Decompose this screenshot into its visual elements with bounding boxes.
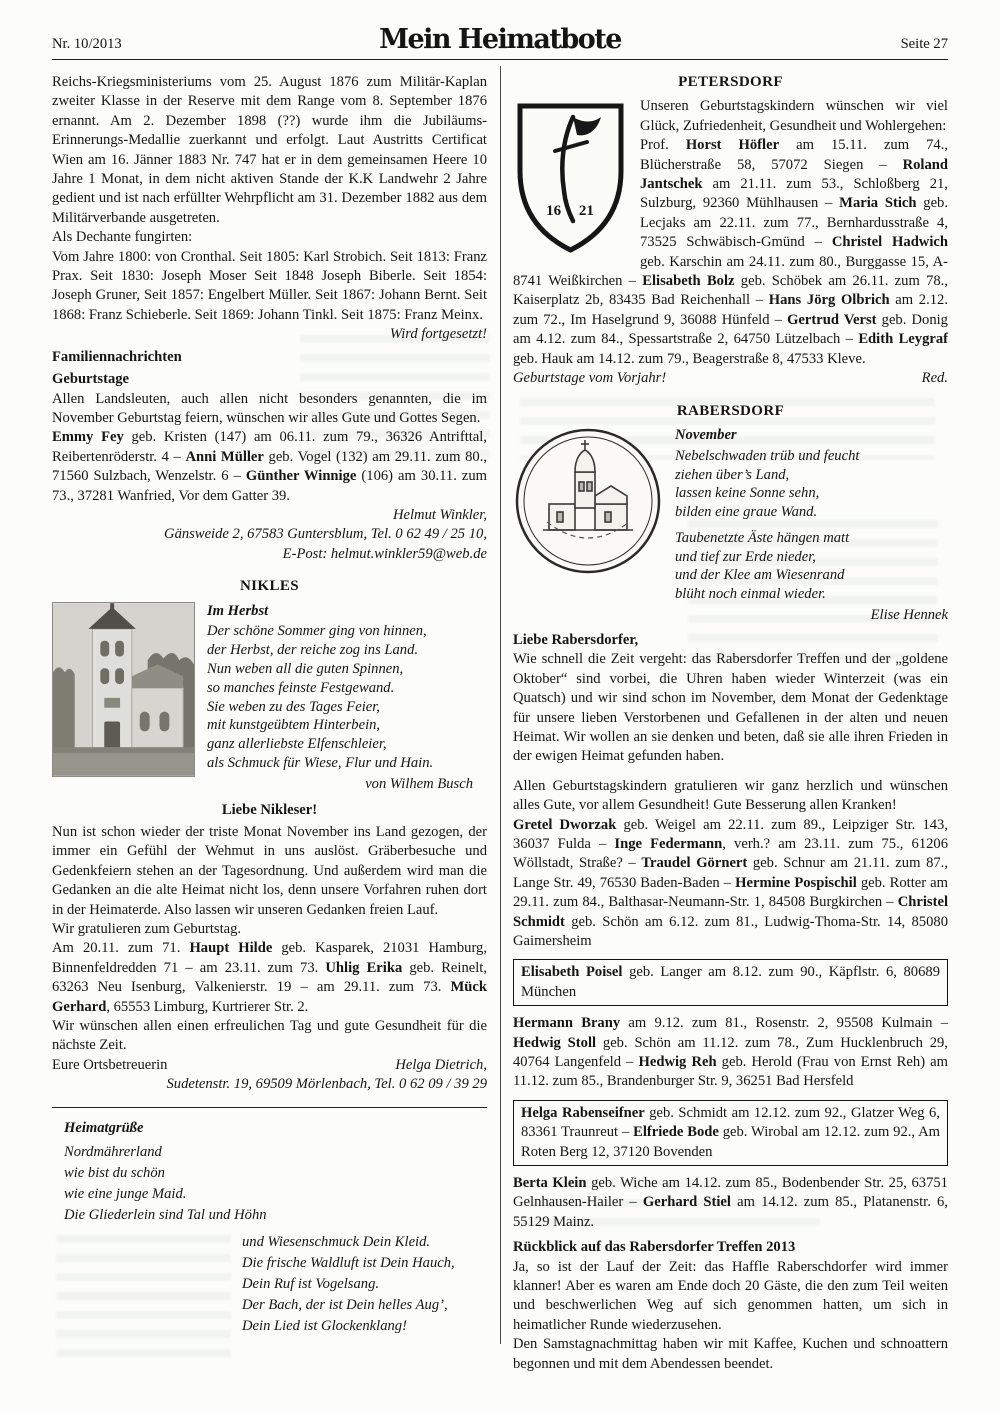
rabersdorf-salute: Liebe Rabersdorfer,	[513, 631, 639, 648]
dechante-intro-line: Als Dechante fungirten:	[52, 229, 193, 246]
rabersdorf-birthday-intro: Allen Geburtstagskindern gratulieren wir ganz herzlich und wünschen alles Gute, vor allem Gesundheit! Gute Besserung allen Kranken!	[513, 777, 948, 814]
petersdorf-section	[513, 97, 948, 369]
ortsbetreuerin-label: Eure Ortsbetreuerin	[52, 1056, 168, 1073]
heimatgruesse-stanza2: und Wiesenschmuck Dein Kleid. Die frische Waldluft ist Dein Hauch, Dein Ruf ist Vogelsang. Der Bach, der ist Dein helles Aug’, Dein Lied ist Glockenklang!	[242, 1233, 455, 1334]
november-poem-author: Elise Hennek	[870, 607, 948, 624]
left-column	[52, 73, 487, 1374]
rabersdorf-birthday-list-2: Hermann Brany am 9.12. zum 81., Rosenstr. 2, 95508 Kulmain – Hedwig Stoll geb. Schön am 11.12. zum 78., Zum Hucklenbruch 29, 40764 Langenfeld – Hedwig Reh geb. Herold (Frau von Ernst Reh) am 11.12. zum 85., Brandenburger Str. 9, 36251 Bad Hersfeld	[513, 1015, 949, 1090]
redaktion-signature: Red.	[921, 370, 948, 387]
rabersdorf-paragraph: Wie schnell die Zeit vergeht: das Rabersdorfer Treffen und der „goldene Oktober“ sind vorbei, die Uhren haben wieder Winterzeit (was ein Quatsch) und wir sind schon im November, dem Monat der Gedenktage für unsere lieben Verstorbenen und Gefallenen in der alten und neuen Heimat. Wir wollen an sie denken und beten, daß sie alle ihren Frieden in der ewigen Heimat gefunden haben.	[513, 651, 948, 765]
rabersdorf-seal-poem-row	[513, 426, 948, 625]
rabersdorf-birthday-list-3: Berta Klein geb. Wiche am 14.12. zum 85., Bodenbender Str. 25, 63751 Gelnhausen-Hailer – Gerhard Stiel am 14.12. zum 85., Platanenstr. 6, 55129 Mainz.	[513, 1175, 949, 1230]
nikles-paragraph: Nun ist schon wieder der triste Monat November ins Land gezogen, der immer ein Gefühl der Wehmut in uns auslöst. Gräberbesuche und Gedenkfeiern stehen an der Tagesordnung. Und außerdem wird man die Gedanken an die alte Heimat nicht los, denn unsere Vorfahren ruhen dort in der Heimaterde. Also lassen wir unseren Gedanken freien Lauf.	[52, 823, 487, 918]
november-poem-stanza1: Nebelschwaden trüb und feucht ziehen über’s Land, lassen keine Sonne sehn, bilden eine graue Wand.	[675, 447, 860, 521]
page-header	[52, 26, 948, 60]
nikles-gratulation-line: Wir gratulieren zum Geburtstag.	[52, 920, 242, 937]
heimatgruesse-title: Heimatgrüße	[64, 1119, 144, 1136]
rabersdorf-heading: RABERSDORF	[676, 402, 785, 419]
ortsbetreuerin-name: Helga Dietrich,	[395, 1056, 487, 1073]
nikles-geburtstage-list: Am 20.11. zum 71. Haupt Hilde geb. Kasparek, 21031 Hamburg, Binnenfeldredden 71 – am 23.11. zum 73. Uhlig Erika geb. Reinelt, 63263 Neu Isenburg, Valkenierstr. 19 – am 29.11. zum 73. Mück Gerhard, 65553 Limburg, Kurtrierer Str. 2.	[52, 940, 487, 1015]
nikles-wishes: Wir wünschen allen einen erfreulichen Tag und gute Gesundheit für die nächste Zeit.	[52, 1018, 487, 1054]
geburtstage-intro: Allen Landsleuten, auch allen nicht besonders genannten, die im November Geburtstag feiern, wünschen wir alles Gute und Gottes Segen.	[52, 390, 487, 426]
dechante-list-paragraph: Vom Jahre 1800: von Cronthal. Seit 1805: Karl Strobich. Seit 1813: Franz Prax. Seit 1830: Joseph Moser Seit 1848 Joseph Biberle. Seit 1854: Joseph Gruner, Seit 1857: Engelbert Müller. Seit 1867: Johann Bernt. Seit 1868: Franz Schieberle. Seit 1869: Johann Tinkl. Seit 1875: Franz Meinx.	[52, 248, 487, 323]
shield-year-label: 16 21	[546, 203, 594, 220]
rabersdorf-seal	[513, 426, 663, 576]
masthead-title: Mein Heimatbote	[379, 24, 621, 55]
rabersdorf-birthday-list-1: Gretel Dworzak geb. Weigel am 22.11. zum 89., Leipziger Str. 143, 36037 Fulda – Inge Federmann, verh.? am 23.11. zum 75., 61206 Wöllstadt, Straße? – Traudel Görnert geb. Schnur am 21.11. zum 87., Lange Str. 49, 76530 Baden-Baden – Hermine Pospischil geb. Rotter am 29.11. zum 84., Balthasar-Neumann-Str. 1, 84508 Burgkirchen – Christel Schmidt geb. Schön am 6.12. zum 81., Ludwig-Thoma-Str. 14, 85080 Gaimersheim	[513, 816, 949, 949]
right-column	[513, 73, 948, 1374]
highlight-box-rabenseifner-text: Helga Rabenseifner geb. Schmidt am 12.12. zum 92., Glatzer Weg 6, 83361 Traunreut – Elfriede Bode geb. Wirobal am 12.12. zum 92., Am Roten Berg 12, 37120 Bovenden	[521, 1104, 941, 1160]
petersdorf-birthday-list: Prof. Horst Höfler am 15.11. zum 74., Blücherstraße 58, 57072 Siegen – Roland Jantschek am 21.11. zum 53., Schloßberg 21, Sulzburg, 92360 Mühlhausen – Maria Stich geb. Lecjaks am 22.11. zum 77., Bernhardusstraße 4, 73525 Schwäbisch-Gmünd – Christel Hadwich geb. Karschin am 24.11. zum 80., Burggasse 15, A-8741 Weißkirchen – Elisabeth Bolz geb. Schöbek am 26.11. zum 78., Kaiserplatz 2b, 83435 Bad Reichenhall – Hans Jörg Olbrich am 2.12. zum 72., Im Haselgrund 9, 36088 Hünfeld – Gertrud Verst geb. Donig am 4.12. zum 84., Spessartstraße 2, 64750 Lützelbach – Edith Leygraf geb. Hauk am 14.12. zum 79., Beagerstraße 8, 47533 Kleve.	[513, 137, 949, 367]
rueckblick-heading: Rückblick auf das Rabersdorfer Treffen 2013	[513, 1239, 796, 1256]
continuation-note: Wird fortgesetzt!	[389, 326, 487, 343]
heimatgruesse-stanza1: Nordmährerland wie bist du schön wie eine junge Maid. Die Gliederlein sind Tal und Höhn	[64, 1143, 267, 1223]
ortsbetreuerin-address: Sudetenstr. 19, 69509 Mörlenbach, Tel. 0 62 09 / 39 29	[166, 1076, 487, 1093]
history-paragraph: Reichs-Kriegsministeriums vom 25. August 1876 zum Militär-Kaplan zweiter Klasse in der Reserve mit dem Range vom 8. September 1876 ernannt. Am 2. Dezember 1898 (??) wurde ihm die Jubiläums-Erinnerungs-Medallie zuerkannt und erfolgt. Laut Austritts Certificat Wien am 16. Jänner 1883 Nr. 747 hat er in dem gemeinsamen Heere 10 Jahre 1 Monat, in dem nicht aktiven Stande der K.K Landwehr 2 Jahre gedient und ist nach erfüllter Wehrpflicht am 31. Dezember 1882 aus dem Militärverbande ausgetreten.	[52, 74, 487, 226]
nikles-salute: Liebe Nikleser!	[221, 801, 318, 818]
two-column-body	[52, 60, 948, 1374]
highlight-box-rabenseifner	[513, 1100, 948, 1166]
heimatgruesse-poem	[52, 1118, 487, 1337]
page-number: Seite 27	[900, 35, 948, 52]
familiennachrichten-heading: Familiennachrichten	[52, 348, 182, 365]
section-divider	[52, 1107, 487, 1108]
herbst-poem-lines: Der schöne Sommer ging von hinnen, der Herbst, der reiche zog ins Land. Nun weben all die guten Spinnen, so manches feinste Festgewand. Sie weben zu des Tages Feier, mit kunstgeübtem Hinterbein, ganz allerliebste Elfenschleier, als Schmuck für Wiese, Flur und Hain.	[207, 623, 434, 771]
petersdorf-coat-of-arms	[513, 99, 628, 257]
november-poem	[675, 426, 948, 625]
november-poem-stanza2: Taubenetzte Äste hängen matt und tief zur Erde nieder, und der Klee am Wiesenrand blüht noch einmal wieder.	[675, 529, 850, 603]
herbst-poem-title: Im Herbst	[207, 602, 269, 619]
nikles-photo-poem-row	[52, 602, 487, 794]
herbst-poem-author: von Wilhem Busch	[365, 775, 473, 792]
petersdorf-heading: PETERSDORF	[678, 74, 783, 90]
geburtstage-heading: Geburtstage	[52, 371, 130, 388]
contact-block: Helmut Winkler, Gänsweide 2, 67583 Guntersblum, Tel. 0 62 49 / 25 10, E-Post: helmut.winkler59@web.de	[164, 506, 487, 562]
rueckblick-paragraph-1: Ja, so ist der Lauf der Zeit: das Haffle Raberschdorfer wird immer klanner! Aber es waren am Ende doch 20 Gäste, die den zum Teil weiten und beschwerlichen Weg auf sich genommen hatten, um sich in heimatlicher Runde wiederzusehen.	[513, 1258, 948, 1333]
rueckblick-paragraph-2: Den Samstagnachmittag haben wir mit Kaffee, Kuchen und schnoattern begonnen und mit dem Abendessen beendet.	[513, 1336, 948, 1372]
nikles-closing-row	[52, 1056, 487, 1075]
vorjahr-note: Geburtstage vom Vorjahr!	[513, 370, 667, 387]
petersdorf-intro: Unseren Geburtstagskindern wünschen wir viel Glück, Zufriedenheit, Gesundheit und Wohlergehen:	[640, 98, 948, 134]
november-poem-title: November	[675, 426, 737, 443]
highlight-box-poisel-text: Elisabeth Poisel geb. Langer am 8.12. zum 90., Käpflstr. 6, 80689 München	[521, 964, 940, 1000]
highlight-box-poisel	[513, 959, 948, 1006]
issue-number: Nr. 10/2013	[52, 35, 122, 52]
church-tower-photo	[52, 602, 195, 777]
nikles-heading: NIKLES	[239, 578, 300, 595]
geburtstage-list: Emmy Fey geb. Kristen (147) am 06.11. zum 79., 36326 Antrifttal, Reibertenröderstr. 4 – Anni Müller geb. Vogel (132) am 29.11. zum 80., 71560 Sulzbach, Wenzelstr. 6 – Günther Winnige (106) am 30.11. zum 73., 37281 Wanfried, Vor dem Gatter 39.	[52, 429, 487, 504]
petersdorf-footer-row	[513, 369, 948, 388]
herbst-poem	[207, 602, 487, 794]
